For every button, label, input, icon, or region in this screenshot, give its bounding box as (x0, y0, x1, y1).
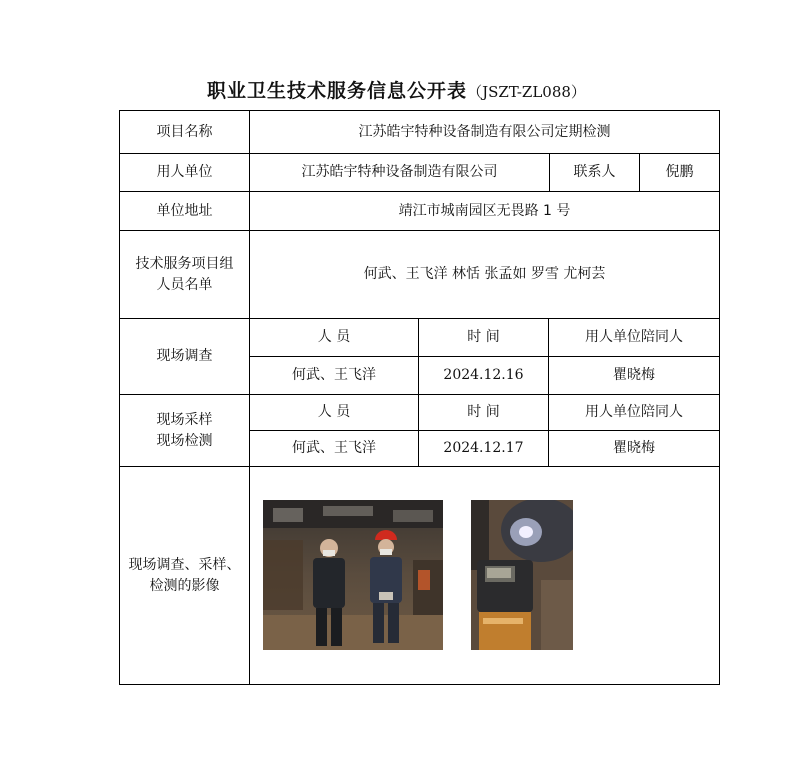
survey-escort: 瞿晓梅 (548, 356, 720, 394)
survey-time: 2024.12.16 (418, 356, 548, 394)
sampling-escort: 瞿晓梅 (548, 430, 720, 466)
photo-site-detection (471, 500, 573, 650)
label-images-line2: 检测的影像 (149, 577, 220, 594)
label-employer: 用人单位 (119, 153, 249, 191)
sampling-time: 2024.12.17 (418, 430, 548, 466)
label-images (119, 466, 249, 685)
label-team (119, 230, 249, 318)
survey-header-personnel: 人 员 (249, 318, 418, 356)
sampling-header-personnel: 人 员 (249, 394, 418, 430)
value-employer: 江苏皓宇特种设备制造有限公司 (249, 153, 549, 191)
label-sampling-line2: 现场检测 (156, 432, 213, 449)
label-address: 单位地址 (119, 191, 249, 230)
label-contact: 联系人 (549, 153, 639, 191)
value-team: 何武、王飞洋 林恬 张孟如 罗雪 尤柯芸 (249, 230, 720, 318)
value-address: 靖江市城南园区无畏路 1 号 (249, 191, 720, 230)
value-contact: 倪鹏 (639, 153, 720, 191)
title-code: （JSZT-ZL088） (467, 83, 586, 101)
survey-personnel: 何武、王飞洋 (249, 356, 418, 394)
label-images-line1: 现场调查、采样、 (128, 556, 241, 573)
label-sampling-line1: 现场采样 (156, 411, 213, 428)
document-title (0, 76, 793, 103)
label-sampling (119, 394, 249, 466)
title-main: 职业卫生技术服务信息公开表 (207, 80, 468, 102)
label-project-name: 项目名称 (119, 110, 249, 153)
sampling-personnel: 何武、王飞洋 (249, 430, 418, 466)
label-team-line1: 技术服务项目组 (135, 255, 234, 272)
survey-header-time: 时 间 (418, 318, 548, 356)
value-project-name: 江苏皓宇特种设备制造有限公司定期检测 (249, 110, 720, 153)
sampling-header-time: 时 间 (418, 394, 548, 430)
sampling-header-escort: 用人单位陪同人 (548, 394, 720, 430)
label-team-line2: 人员名单 (156, 276, 213, 293)
photo-site-survey (263, 500, 443, 650)
survey-header-escort: 用人单位陪同人 (548, 318, 720, 356)
info-table (119, 110, 720, 685)
label-survey: 现场调查 (119, 318, 249, 394)
